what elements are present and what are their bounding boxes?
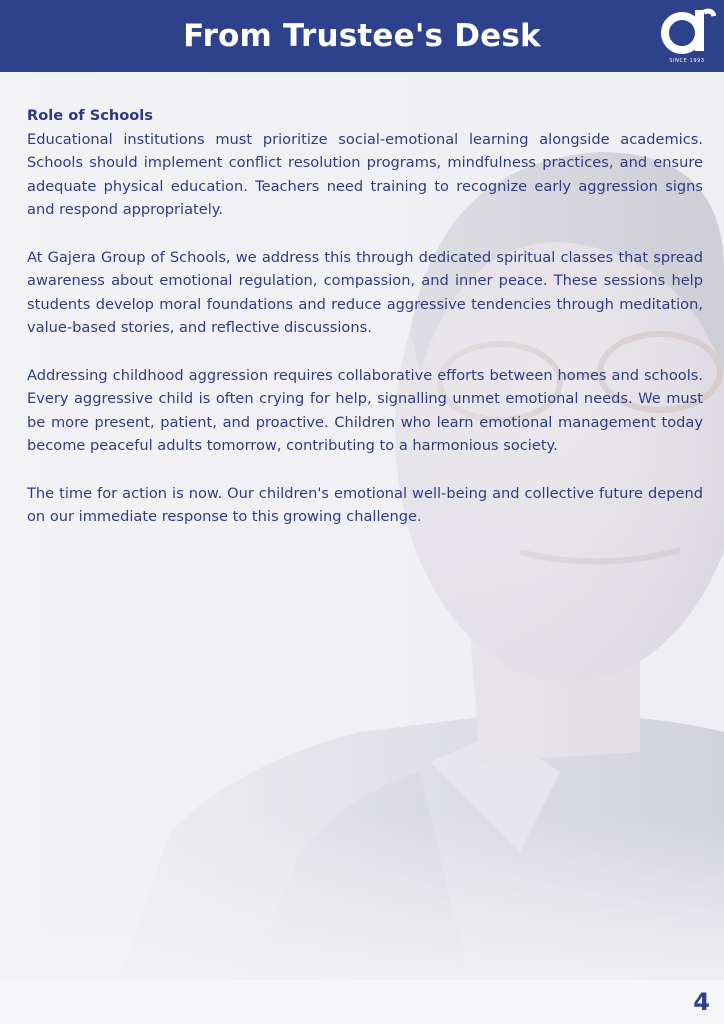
school-logo xyxy=(658,6,718,68)
article-body xyxy=(27,104,703,529)
school-logo-icon xyxy=(658,6,718,58)
paragraph: Educational institutions must prioritize social-emotional learning alongside academics. Schools should implement conflict resolution programs, mindfulness practices, and ensure adequate physical education. Teachers need training to recognize early aggression signs and respond appropriately. xyxy=(27,130,703,219)
paragraph: At Gajera Group of Schools, we address this through dedicated spiritual classes that spread awareness about emotional regulation, compassion, and inner peace. These sessions help students develop moral foundations and reduce aggressive tendencies through meditation, value-based stories, and reflective discussions. xyxy=(27,248,703,337)
paragraph: The time for action is now. Our children's emotional well-being and collective future depend on our immediate response to this growing challenge. xyxy=(27,484,703,526)
page-number: 4 xyxy=(693,988,710,1016)
page-title: From Trustee's Desk xyxy=(183,18,541,54)
logo-since-text: SINCE 1993 xyxy=(669,58,705,64)
section-heading: Role of Schools xyxy=(27,107,153,124)
paragraph: Addressing childhood aggression requires collaborative efforts between homes and schools. Every aggressive child is often crying for help, signalling unmet emotional needs. We must be more present, patient, and proactive. Children who learn emotional management today become peaceful adults tomorrow, contributing to a harmonious society. xyxy=(27,366,703,455)
